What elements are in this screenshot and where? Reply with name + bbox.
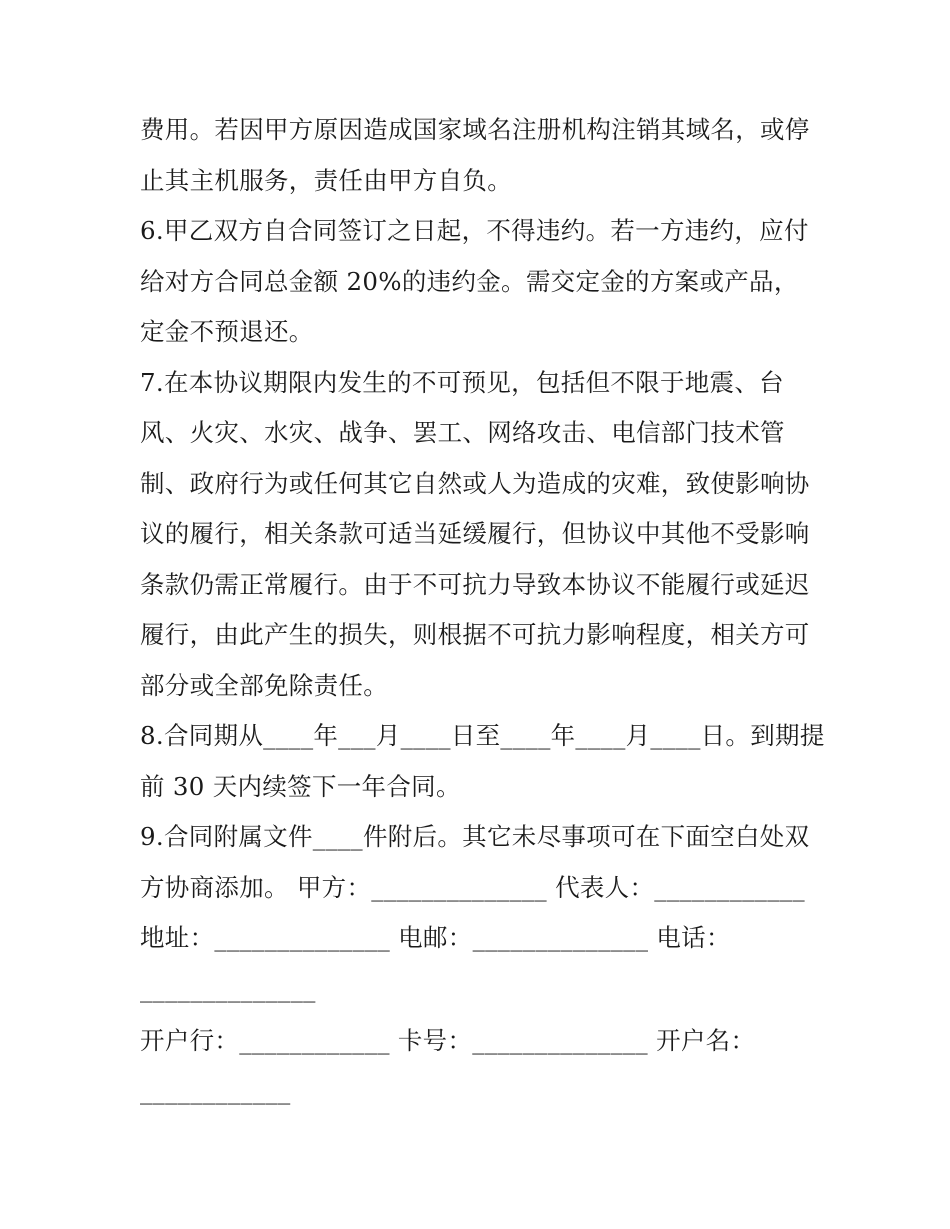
text-line: 前 30 天内续签下一年合同。 bbox=[140, 771, 461, 801]
text-line: 9.合同附属文件____件附后。其它未尽事项可在下面空白处双 bbox=[140, 822, 810, 851]
text-line: ____________ bbox=[140, 1076, 291, 1105]
text-line: 6.甲乙双方自合同签订之日起，不得违约。若一方违约，应付 bbox=[140, 216, 809, 245]
contract-text bbox=[140, 105, 830, 1117]
text-line: 方协商添加。 甲方：______________ 代表人：____________ bbox=[140, 872, 805, 902]
text-line: 费用。若因甲方原因造成国家域名注册机构注销其域名，或停 bbox=[140, 115, 810, 144]
text-line: 条款仍需正常履行。由于不可抗力导致本协议不能履行或延迟 bbox=[140, 569, 810, 599]
text-line: 定金不预退还。 bbox=[140, 317, 314, 346]
text-line: 议的履行，相关条款可适当延缓履行，但协议中其他不受影响 bbox=[140, 519, 810, 548]
text-line: 止其主机服务，责任由甲方自负。 bbox=[140, 165, 512, 195]
text-line: 风、火灾、水灾、战争、罢工、网络攻击、电信部门技术管 bbox=[140, 418, 785, 447]
text-line: 部分或全部免除责任。 bbox=[140, 670, 388, 700]
text-line: 履行，由此产生的损失，则根据不可抗力影响程度，相关方可 bbox=[140, 620, 810, 649]
text-line: 8.合同期从____年___月____日至____年____月____日。到期提 bbox=[140, 721, 825, 750]
text-line: ______________ bbox=[140, 973, 316, 1003]
text-line: 给对方合同总金额 20%的违约金。需交定金的方案或产品， bbox=[140, 266, 799, 296]
text-line: 制、政府行为或任何其它自然或人为造成的灾难，致使影响协 bbox=[140, 468, 810, 498]
text-line: 7.在本协议期限内发生的不可预见，包括但不限于地震、台 bbox=[140, 367, 784, 397]
text-line: 地址：______________ 电邮：______________ 电话： bbox=[140, 923, 731, 952]
text-line: 开户行：____________ 卡号：______________ 开户名： bbox=[140, 1025, 756, 1055]
